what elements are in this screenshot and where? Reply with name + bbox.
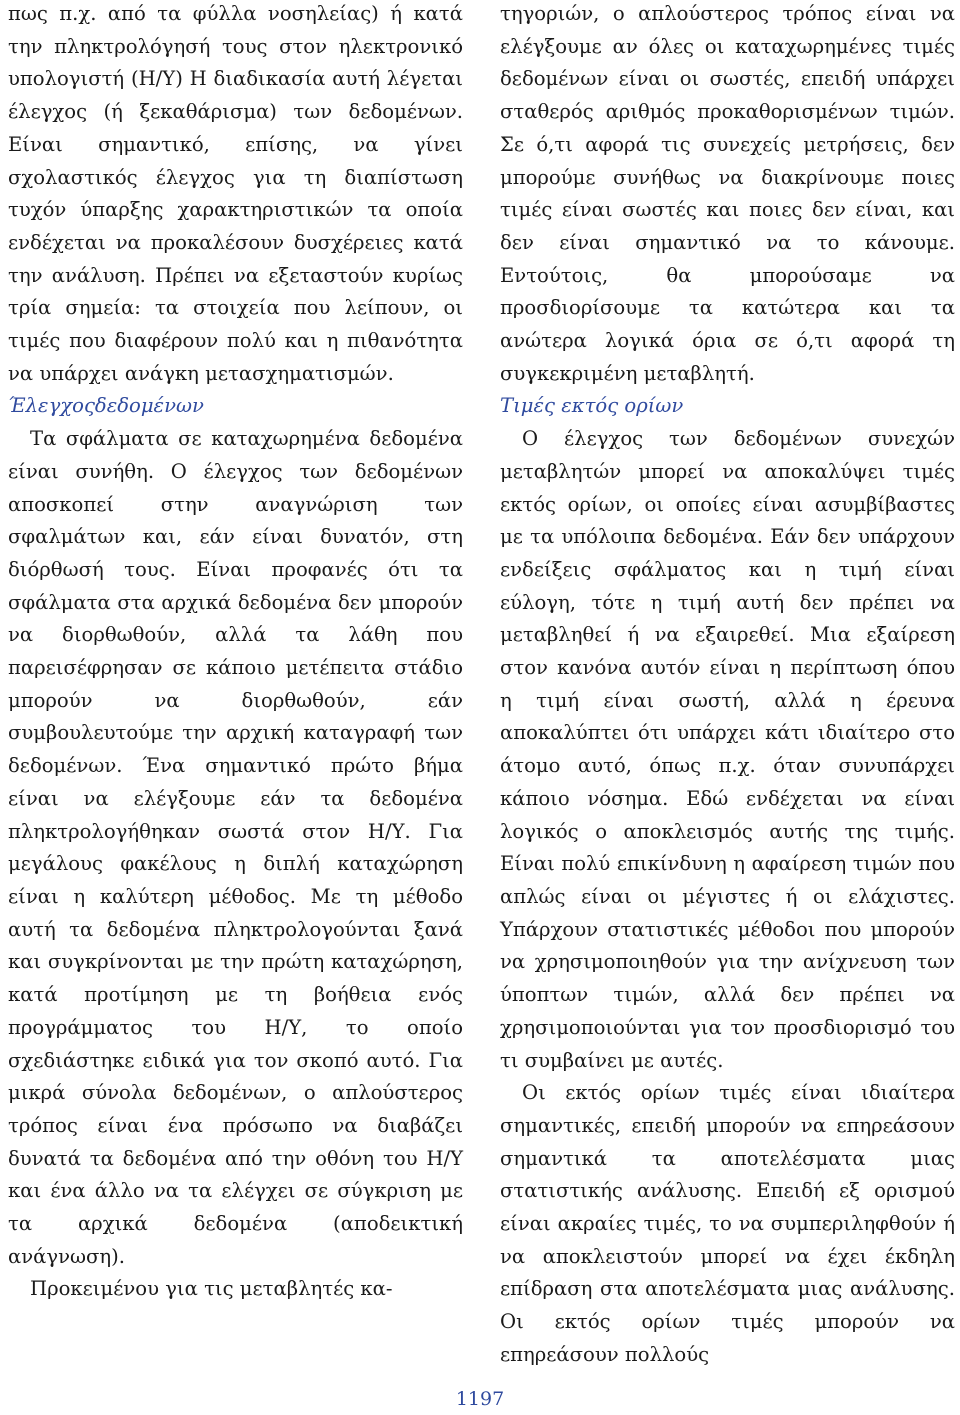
section-heading-data-checking: Έλεγχοςδεδομένων — [8, 394, 204, 418]
right-paragraph-outlier-importance: Οι εκτός ορίων τιμές είναι ιδιαίτερα σημαντικές, επειδή μπορούν να επηρεάσουν σημαντικά τα αποτελέσματα μιας στατιστικής ανάλυσης. Επειδή εξ ορισμού είναι ακραίες τιμές, το να συμπεριληφθούν ή να αποκλειστούν μπορεί να έχει έκδηλη επίδραση στα αποτελέσματα μιας ανάλυσης. Οι εκτός ορίων τιμές μπορούν να επηρεάσουν πολλούς — [500, 1081, 955, 1366]
right-paragraph-outlier-checking: Ο έλεγχος των δεδομένων συνεχών μεταβλητών μπορεί να αποκαλύψει τιμές εκτός ορίων, οι οποίες είναι ασυμβίβαστες με τα υπόλοιπα δεδομένα. Εάν δεν υπάρχουν ενδείξεις σφάλματος και η τιμή είναι εύλογη, τότε η τιμή αυτή δεν πρέπει να μεταβληθεί ή να εξαιρεθεί. Μια εξαίρεση στον κανόνα αυτόν είναι η περίπτωση όπου η τιμή είναι σωστή, αλλά η έρευνα αποκαλύπτει ότι υπάρχει κάτι ιδιαίτερο στο άτομο αυτό, όπως π.χ. όταν συνυπάρχει κάποιο νόσημα. Εδώ ενδέχεται να είναι λογικός ο αποκλεισμός αυτής της τιμής. Είναι πολύ επικίνδυνη η αφαίρεση τιμών που απλώς είναι οι μέγιστες ή οι ελάχιστες. Υπάρχουν στατιστικές μέθοδοι που μπορούν να χρησιμοποιηθούν για την ανίχνευση των ύποπτων τιμών, αλλά δεν πρέπει να χρησιμοποιούνται για τον προσδιορισμό του τι συμβαίνει με αυτές. — [500, 427, 955, 1072]
left-column — [8, 0, 463, 1306]
page-number: 1197 — [455, 1388, 505, 1410]
right-column — [500, 0, 955, 1372]
right-paragraph-categories-end: τηγοριών, ο απλούστερος τρόπος είναι να ελέγξουμε αν όλες οι καταχωρημένες τιμές δεδομένων είναι οι σωστές, επειδή υπάρχει σταθερός αριθμός προκαθορισμένων τιμών. Σε ό,τι αφορά τις συνεχείς μετρήσεις, δεν μπορούμε συνήθως να διακρίνουμε ποιες τιμές είναι σωστές και ποιες δεν είναι, και δεν είναι σημαντικό να το κάνουμε. Εντούτοις, θα μπορούσαμε να προσδιορίσουμε τα κατώτερα και τα ανώτερα λογικά όρια σε ό,τι αφορά τη συγκεκριμένη μεταβλητή. — [500, 2, 955, 385]
left-paragraph-categories-start: Προκειμένου για τις μεταβλητές κα- — [30, 1277, 393, 1301]
left-paragraph-data-entry: πως π.χ. από τα φύλλα νοσηλείας) ή κατά την πληκτρολόγησή τους στον ηλεκτρονικό υπολογιστή (Η/Υ) Η διαδικασία αυτή λέγεται έλεγχος (ή ξεκαθάρισμα) των δεδομένων. Είναι σημαντικό, επίσης, να γίνει σχολαστικός έλεγχος για τη διαπίστωση τυχόν ύπαρξης χαρακτηριστικών τα οποία ενδέχεται να προκαλέσουν δυσχέρειες κατά την ανάλυση. Πρέπει να εξεταστούν κυρίως τρία σημεία: τα στοιχεία που λείπουν, οι τιμές που διαφέρουν πολύ και η πιθανότητα να υπάρχει ανάγκη μετασχηματισμών. — [8, 2, 463, 385]
section-heading-outliers: Τιμές εκτός ορίων — [500, 394, 684, 418]
left-paragraph-errors: Τα σφάλματα σε καταχωρημένα δεδομένα είναι συνήθη. Ο έλεγχος των δεδομένων αποσκοπεί στην αναγνώριση των σφαλμάτων και, εάν είναι δυνατόν, στη διόρθωσή τους. Είναι προφανές ότι τα σφάλματα στα αρχικά δεδομένα δεν μπορούν να διορθωθούν, αλλά τα λάθη που παρεισέφρησαν σε κάποιο μετέπειτα στάδιο μπορούν να διορθωθούν, εάν συμβουλευτούμε την αρχική καταγραφή των δεδομένων. Ένα σημαντικό πρώτο βήμα είναι να ελέγξουμε εάν τα δεδομένα πληκτρολογήθηκαν σωστά στον Η/Υ. Για μεγάλους φακέλους η διπλή καταχώρηση είναι η καλύτερη μέθοδος. Με τη μέθοδο αυτή τα δεδομένα πληκτρολογούνται ξανά και συγκρίνονται με την πρώτη καταχώρηση, κατά προτίμηση με τη βοήθεια ενός προγράμματος του Η/Υ, το οποίο σχεδιάστηκε ειδικά για τον σκοπό αυτό. Για μικρά σύνολα δεδομένων, ο απλούστερος τρόπος είναι ένα πρόσωπο να διαβάζει δυνατά τα δεδομένα από την οθόνη του Η/Υ και ένα άλλο να τα ελέγχει σε σύγκριση με τα αρχικά δεδομένα (αποδεικτική ανάγνωση). — [8, 427, 463, 1268]
